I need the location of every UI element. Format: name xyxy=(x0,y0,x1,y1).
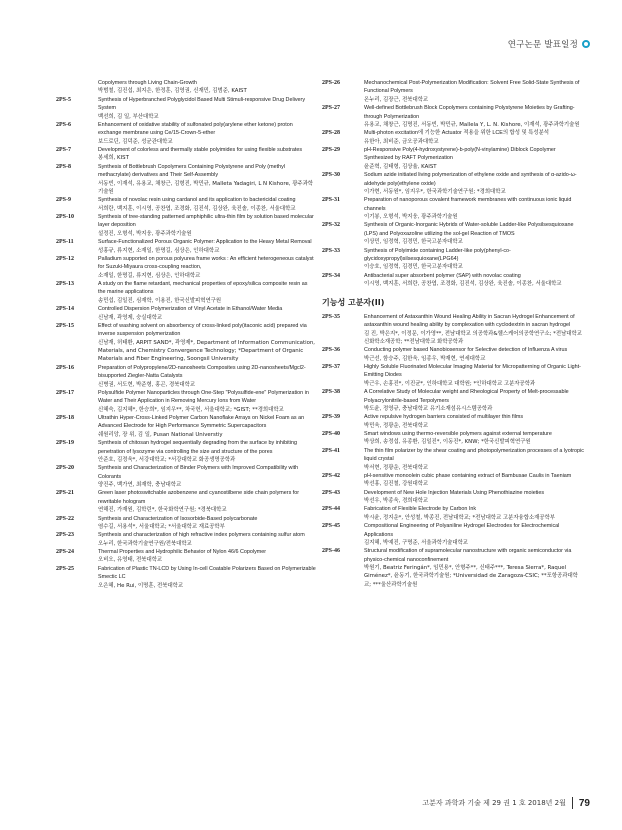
list-item xyxy=(56,489,316,514)
list-item xyxy=(56,531,316,548)
list-item xyxy=(322,221,584,246)
entry-title: Conducting polymer based Nanobiosensor for Selective detection of Influenza A virus xyxy=(364,347,568,354)
list-item xyxy=(322,363,584,388)
entry-authors: 이상민, 임정혁, 김경민, 한국고분자대학교 xyxy=(364,239,463,246)
entry-authors: 이시영, 백지훈, 서희란, 공찬엽, 조경화, 김진석, 김상완, 육진솔, 이종찬, 서울대학교 xyxy=(364,281,562,287)
entry-title: Well-defined Bottlebrush Block Copolymers containing Polystyrene Moieties by Grafting-through Polymerization xyxy=(364,105,575,120)
entry-code: 2PS-30 xyxy=(322,172,340,179)
entry-title: Preparation of Polypropylene/2D-nanosheets Composites using 2D-nanosheets/Mgcl2-bisupported Ziegler-Natta Catalysts xyxy=(98,364,306,380)
entry-authors: 박근선, 함승주, 김한욱, 임종우, 박재현, 연세대학교 xyxy=(364,355,486,362)
entry-title: Green laser photoswitchable azobenzene and cyanostilbene side chain polymers for rewritable hologram xyxy=(98,490,300,505)
entry-code: 2PS-12 xyxy=(56,255,74,262)
entry-authors: 양진주, 백가연, 최재학, 충남대학교 xyxy=(98,482,182,488)
entry-authors: 박선우, 박종욱, 경희대학교 xyxy=(364,498,429,505)
entry-code: 2PS-27 xyxy=(322,105,340,112)
entry-title: Smart windows using thermo-reversible polymers against external temperature xyxy=(364,431,552,438)
entry-title: Polysulfide Polymer Nanoparticles through One-Step "Polysulfide-ene" Polymerization in Water and Their Application in Removing Mercury Ions from Water xyxy=(98,389,309,405)
entry-code: 2PS-9 xyxy=(56,197,71,204)
entry-title: Copolymers through Living Chain-Growth xyxy=(98,80,197,86)
entry-authors: 온누리, 김장근, 전북대학교 xyxy=(364,96,429,103)
list-item xyxy=(322,129,584,146)
list-item xyxy=(56,515,316,532)
entry-code: 2PS-6 xyxy=(56,121,71,128)
list-item xyxy=(322,547,584,589)
list-item xyxy=(322,346,584,363)
list-item xyxy=(56,364,316,389)
entry-authors: 봉세희, KIST xyxy=(98,155,129,162)
entry-code: 2PS-19 xyxy=(56,440,74,447)
entry-authors: 박시윤, 정지운*, 안성철, 박종진, 전남대학교; *전남대학교 고분자융합소재공학부 xyxy=(364,514,555,521)
entry-authors: 성홍규, 류지현, 소재일, 한명길, 심상은, 인하대학교 xyxy=(98,247,220,254)
entry-title: pH-Responsive Poly(4-hydroxystyrene)-b-poly(N-vinylamine) Diblock Copolymer Synthesized by RAFT Polymerization xyxy=(364,147,556,162)
list-item xyxy=(56,565,316,590)
entry-authors: 유용교, 채창근, 김명진, 서동빈, 박민규, Mallela Y, L. N. Kishore, 이재석, 광주과학기술원 xyxy=(364,121,580,128)
list-item xyxy=(322,313,584,347)
entry-title: Synthesis of chitosan hydrogel sequentially degrading from the surface by inhibiting penetration of lysozyme via controlling the size and structure of the pores xyxy=(98,440,297,455)
entry-authors: 오은혜, He Rui, 이명훈, 전북대학교 xyxy=(98,582,184,589)
entry-code: 2PS-13 xyxy=(56,281,74,287)
list-item xyxy=(56,255,316,280)
entry-authors: 김지혜, 박예진, 구명준, 서울과학기술대학교 xyxy=(364,539,469,546)
entry-title: Enhancement of oxidative stability of sulfonated poly(arylene ether ketone) proton exchange membrane using Ce/15-Crown-5-ether xyxy=(98,121,293,137)
entry-title: Mechanochemical Post-Polymerization Modification: Solvent Free Solid-State Synthesis of Functional Polymers xyxy=(364,80,580,95)
entry-code: 2PS-32 xyxy=(322,222,340,229)
entry-title: Synthesis of tree-standing patterned amphiphilic ultra-thin film by solution based molecular layer deposition xyxy=(98,214,314,229)
list-item xyxy=(322,505,584,522)
list-item xyxy=(322,472,584,489)
entry-title: Ultrathin Hyper-Cross-Linked Polymer Carbon Nanoflake Arrays on Nickel Foam as an Advanced Electrode for High Performance Symmetric Supercapacitors xyxy=(98,415,305,430)
page-footer xyxy=(422,797,590,809)
list-item xyxy=(56,96,316,121)
entry-code: 2PS-7 xyxy=(56,147,71,153)
entry-authors: 서동빈, 이재석, 유용교, 채창근, 김형진, 박민규, Malleta Yadagiri, L N Kishore, 광주과학기술원 xyxy=(98,180,314,195)
list-item xyxy=(322,247,584,272)
entry-authors: 신혜숙, 김지혜*, 한승희*, 임지우**, 차국헌, 서울대학교; *GIST; **경희대학교 xyxy=(98,406,284,413)
entry-code: 2PS-11 xyxy=(56,239,74,246)
entry-authors: 박상희, 송정섭, 유종환, 김일진*, 이동진*, KNW; *한국신발피혁연구원 xyxy=(364,439,531,446)
list-item xyxy=(322,447,584,472)
entry-code: 2PS-23 xyxy=(56,532,74,539)
circle-icon xyxy=(582,40,590,48)
entry-title: Synthesis and characterization of high refractive index polymers containing sulfur atom xyxy=(98,532,305,539)
entry-title: Fabrication of Plastic TN-LCD by Using In-cell Coatable Polarizers Based on Polymerizable Smectic LC xyxy=(98,565,316,581)
entry-code: 2PS-28 xyxy=(322,130,340,137)
entry-code: 2PS-34 xyxy=(322,272,340,279)
entry-title: pH-sensitive monoolein cubic phase containing extract of Bambusae Caulis in Taeniam xyxy=(364,472,572,479)
list-item xyxy=(322,79,584,104)
entry-authors: 이승호, 임정혁, 김경민, 한국고분자대학교 xyxy=(364,264,463,271)
entry-title: Synthesis of Polyimide containing Ladder-like poly(phenyl-co-glycidoxypropyl)silsesquioxane(LPG64) xyxy=(364,247,511,262)
entry-authors: 신남재, 곽영제, 숭실대학교 xyxy=(98,314,163,321)
entry-authors: 이가현, 서동원*, 임지우*, 한국과학기술연구원; *경희대학교 xyxy=(364,188,506,195)
entry-title: Compositional Engineering of Polyaniline Hydrogel Electrodes for Electrochemical Applications xyxy=(364,523,560,538)
list-item xyxy=(322,196,584,221)
list-item xyxy=(56,121,316,146)
entry-authors: 박범철, 김진섭, 최지은, 한정훈, 김영권, 신재민, 김범준, KAIST xyxy=(98,88,247,95)
entry-authors: 백선희, 김 일, 부산대학교 xyxy=(98,113,159,120)
entry-code: 2PS-15 xyxy=(56,322,74,329)
entry-authors: 박도윤, 정영규, 충남대학교 유기소재섬유시스템공학과 xyxy=(364,405,493,412)
list-item xyxy=(56,196,316,213)
entry-authors: 박근우, 손홍진*, 이진균*, 인하대학교 대학원; *인하대학교 고분자공학과 xyxy=(364,380,536,387)
list-item xyxy=(56,439,316,464)
entry-title: Thermal Properties and Hydrophilic Behavior of Nylon 46/6 Copolymer xyxy=(98,549,267,555)
entry-code: 2PS-36 xyxy=(322,347,340,354)
entry-authors: 보드로딘, 김덕준, 성균관대학교 xyxy=(98,138,173,145)
entry-authors: 이기봉, 오형석, 박지웅, 광주과학기술원 xyxy=(364,214,458,220)
entry-authors: 박원기, Beatriz Feringán*, 임민용*, 안형주**, 신태주***, Teresa Sierra*, Raquel Giménez*, 윤동기, 한국과학기술원; *Universidad de Zaragoza-CSIC; **포항공과대학교; ***울산과학기술원 xyxy=(364,565,578,588)
entry-title: Synthesis of Hyperbranched Polyglycidol Based Multi Stimuli-responsive Drug Delivery System xyxy=(98,96,306,112)
entry-authors: 서희란, 백지훈, 이시영, 공찬엽, 조경화, 김진석, 김상완, 육진솔, 이종찬, 서울대학교 xyxy=(98,205,296,212)
entry-code: 2PS-45 xyxy=(322,523,340,530)
entry-authors: 쉐원리앙, 장 위, 김 일, Pusan National Universtiy xyxy=(98,431,223,438)
entry-code: 2PS-17 xyxy=(56,389,74,396)
entry-title: A study on the flame retardant, mechanical properties of epoxy/silica composite resin as the marine applications xyxy=(98,281,308,296)
list-item xyxy=(322,272,584,289)
list-item xyxy=(322,522,584,547)
list-item xyxy=(322,430,584,447)
entry-title: Antibacterial super absorbent polymer (SAP) with novolac coating xyxy=(364,272,521,279)
entry-code: 2PS-22 xyxy=(56,515,74,522)
list-item xyxy=(56,389,316,414)
entry-authors: 박선홍, 김진철, 강원대학교 xyxy=(364,481,429,488)
entry-title: Preparation of nanoporous covalent framework membranes with continuous ionic liquid channels xyxy=(364,197,572,212)
entry-authors: 설정진, 오형석, 박지웅, 광주과학기술원 xyxy=(98,230,192,237)
list-item xyxy=(322,489,584,506)
list-item xyxy=(322,171,584,196)
list-item xyxy=(56,79,316,96)
entry-code: 2PS-25 xyxy=(56,565,74,572)
entry-title: Controlled Dispersion Polymerization of Vinyl Acetate in Ethanol/Water Media xyxy=(98,306,283,313)
list-item xyxy=(56,163,316,197)
list-item xyxy=(56,548,316,565)
entry-title: Synthesis and Characterization of Isosorbide-Based polycarbonate xyxy=(98,515,258,522)
entry-code: 2PS-41 xyxy=(322,447,340,454)
list-item xyxy=(322,104,584,129)
entry-code: 2PS-33 xyxy=(322,247,340,254)
entry-authors: 송민섭, 김일진, 심재학, 이용진, 한국신발피혁연구원 xyxy=(98,297,222,304)
entry-title: Synthesis of novolac resin using cardanol and its application to bactericidal coating xyxy=(98,197,296,204)
entry-title: Surface-Functionalized Porous Organic Polymer: Application to the Heavy Metal Removal xyxy=(98,239,312,246)
list-item xyxy=(56,146,316,163)
list-item xyxy=(56,213,316,238)
list-item xyxy=(322,413,584,430)
entry-authors: 신병권, 서도현, 박준형, 홍곤, 경북대학교 xyxy=(98,381,196,388)
section-title: 기능성 고분자(II) xyxy=(322,298,385,308)
entry-title: Enhancement of Astaxanthin Wound Healing Ability in Sacran Hydrogel Enhancement of astaxanthin wound healing ability by complexation with cyclodextrin in sacran hydrogel xyxy=(364,313,575,329)
left-entry-list xyxy=(56,96,316,590)
entry-title: Active repulsive hydrogen barriers consisted of multilayer thin films xyxy=(364,414,524,421)
entry-authors: 오누리, 한국과학기술연구원/전북대학교 xyxy=(98,540,192,547)
entry-code: 2PS-16 xyxy=(56,364,74,371)
entry-code: 2PS-39 xyxy=(322,414,340,421)
entry-title: The thin film polarizer by the shear coating and photopolymerization processes of a lyotropic liquid crystal xyxy=(364,447,584,463)
entry-code: 2PS-24 xyxy=(56,549,74,555)
list-item xyxy=(56,414,316,439)
entry-code: 2PS-14 xyxy=(56,306,74,313)
entry-code: 2PS-20 xyxy=(56,465,74,472)
right-column xyxy=(322,79,584,589)
list-item xyxy=(56,322,316,364)
entry-code: 2PS-26 xyxy=(322,80,340,86)
entry-title: Synthesis of Organic-Inorganic Hybrids of Water-soluble Ladder-like Polysilsesquioxane (LPS) and Polyoxazoline utilizing the sol-gel Reaction of TMOS xyxy=(364,222,574,237)
entry-code: 2PS-10 xyxy=(56,214,74,220)
list-item xyxy=(56,305,316,322)
entry-title: Synthesis and Characterization of Binder Polymers with Improved Compatibility with Colorants xyxy=(98,465,299,480)
entry-title: Structural modification of supramolecular nanostructure with organic semiconductor via physico-chemical nanoconfinement xyxy=(364,548,572,563)
entry-authors: 오비오, 유영태, 전북대학교 xyxy=(98,557,163,564)
entry-title: Highly Soluble Fluorinated Molecular Imaging Material for Micropatterning of Organic Light-Emitting Diodes xyxy=(364,364,581,379)
entry-authors: 윤준혁, 김태형, 김상율, KAIST xyxy=(364,163,437,170)
entry-code: 2PS-29 xyxy=(322,147,340,153)
left-column xyxy=(56,79,316,590)
entry-code: 2PS-44 xyxy=(322,506,340,513)
divider xyxy=(572,797,573,809)
entry-code: 2PS-21 xyxy=(56,490,74,497)
entry-code: 2PS-46 xyxy=(322,548,340,555)
entry-title: Effect of washing solvent on absorbency of cross-linked poly(itaconic acid) prepared via inverse suspension polymerization xyxy=(98,322,307,338)
entry-code: 2PS-38 xyxy=(322,389,340,396)
list-item xyxy=(56,464,316,489)
entry-code: 2PS-42 xyxy=(322,472,340,479)
entry-authors: 소재일, 한명길, 류지현, 심상은, 인하대학교 xyxy=(98,272,201,279)
entry-code: 2PS-37 xyxy=(322,364,340,371)
list-item xyxy=(56,280,316,305)
page-number: 79 xyxy=(578,797,590,809)
list-item xyxy=(56,238,316,255)
entry-title: Development of New Hole Injection Materials Using Phenothiazine moieties xyxy=(364,489,545,496)
entry-code: 2PS-43 xyxy=(322,489,340,496)
entry-authors: 박민욱, 정광운, 전북대학교 xyxy=(364,422,429,429)
entry-code: 2PS-31 xyxy=(322,197,340,204)
entry-code: 2PS-35 xyxy=(322,313,340,320)
entry-title: Palladium supported on porous polyurea frame works : An efficient heterogeneous catalyst for Suzuki-Miyaura cross-coupling reaction, xyxy=(98,255,314,271)
entry-title: Development of colorless and thermally stable polyimides for using flexible substrates xyxy=(98,147,303,153)
entry-authors: 박서현, 정광운, 전북대학교 xyxy=(364,464,429,471)
list-item xyxy=(322,146,584,171)
entry-title: A Correlative Study of Molecular weight and Rheological Property of Melt-processable Polyacrylonitrile-based Terpolymers xyxy=(364,389,569,404)
page-header xyxy=(508,38,590,50)
entry-code: 2PS-5 xyxy=(56,96,71,103)
right-entry-list-2 xyxy=(322,313,584,589)
entry-code: 2PS-8 xyxy=(56,163,71,170)
entry-authors: 안준호, 김정욱*, 서강대학교; *서강대학교 화공생명공학과 xyxy=(98,456,236,463)
right-entry-list xyxy=(322,79,584,288)
entry-authors: 신남재, 허태환, ARPIT SAND*, 곽영제*, Department of Information Communication, Materials, and Chemistry Convergence Technology; *Department of Organic Materials and Fiber Engineering, Soongsil University xyxy=(98,339,316,363)
entry-authors: 김 진, 박은지*, 이정문, 이가영**, 전남대학교 의공학과&헬스케어의공학연구소; *전남대학교 신화학소재공학; **전남대학교 화학공학과 xyxy=(364,330,582,345)
entry-code: 2PS-18 xyxy=(56,415,74,421)
entry-title: Fabrication of Flexible Electrode by Carbon Ink xyxy=(364,506,477,513)
entry-title: Synthesis of Bottlebrush Copolymers Containing Polystyrene and Poly (methyl methacrylate) derivatives and Their Self-Assembly xyxy=(98,163,285,179)
entry-code: 2PS-40 xyxy=(322,431,340,438)
journal-info: 고분자 과학과 기술 제 29 권 1 호 2018년 2월 xyxy=(422,799,566,807)
entry-authors: 연해진, 가재원, 김학린*, 한국화학연구원; *경북대학교 xyxy=(98,507,227,514)
entry-title: Multi-photon excitation에 기능한 Actuator 적용을 위한 LCE의 합성 및 특성분석 xyxy=(364,130,550,137)
entry-authors: 유한아, 최비준, 금오공과대학교 xyxy=(364,138,439,145)
section-header-label: 연구논문 발표일정 xyxy=(507,40,578,50)
entry-title: Sodium azide initiated living polymerization of ethylene oxide and synthesis of α-azido-ω-aldehyde poly(ethylene oxide) xyxy=(364,172,577,187)
list-item xyxy=(322,388,584,413)
entry-authors: 염수길, 서용석*, 서울대학교; *서울대학교 재료공학부 xyxy=(98,523,225,530)
